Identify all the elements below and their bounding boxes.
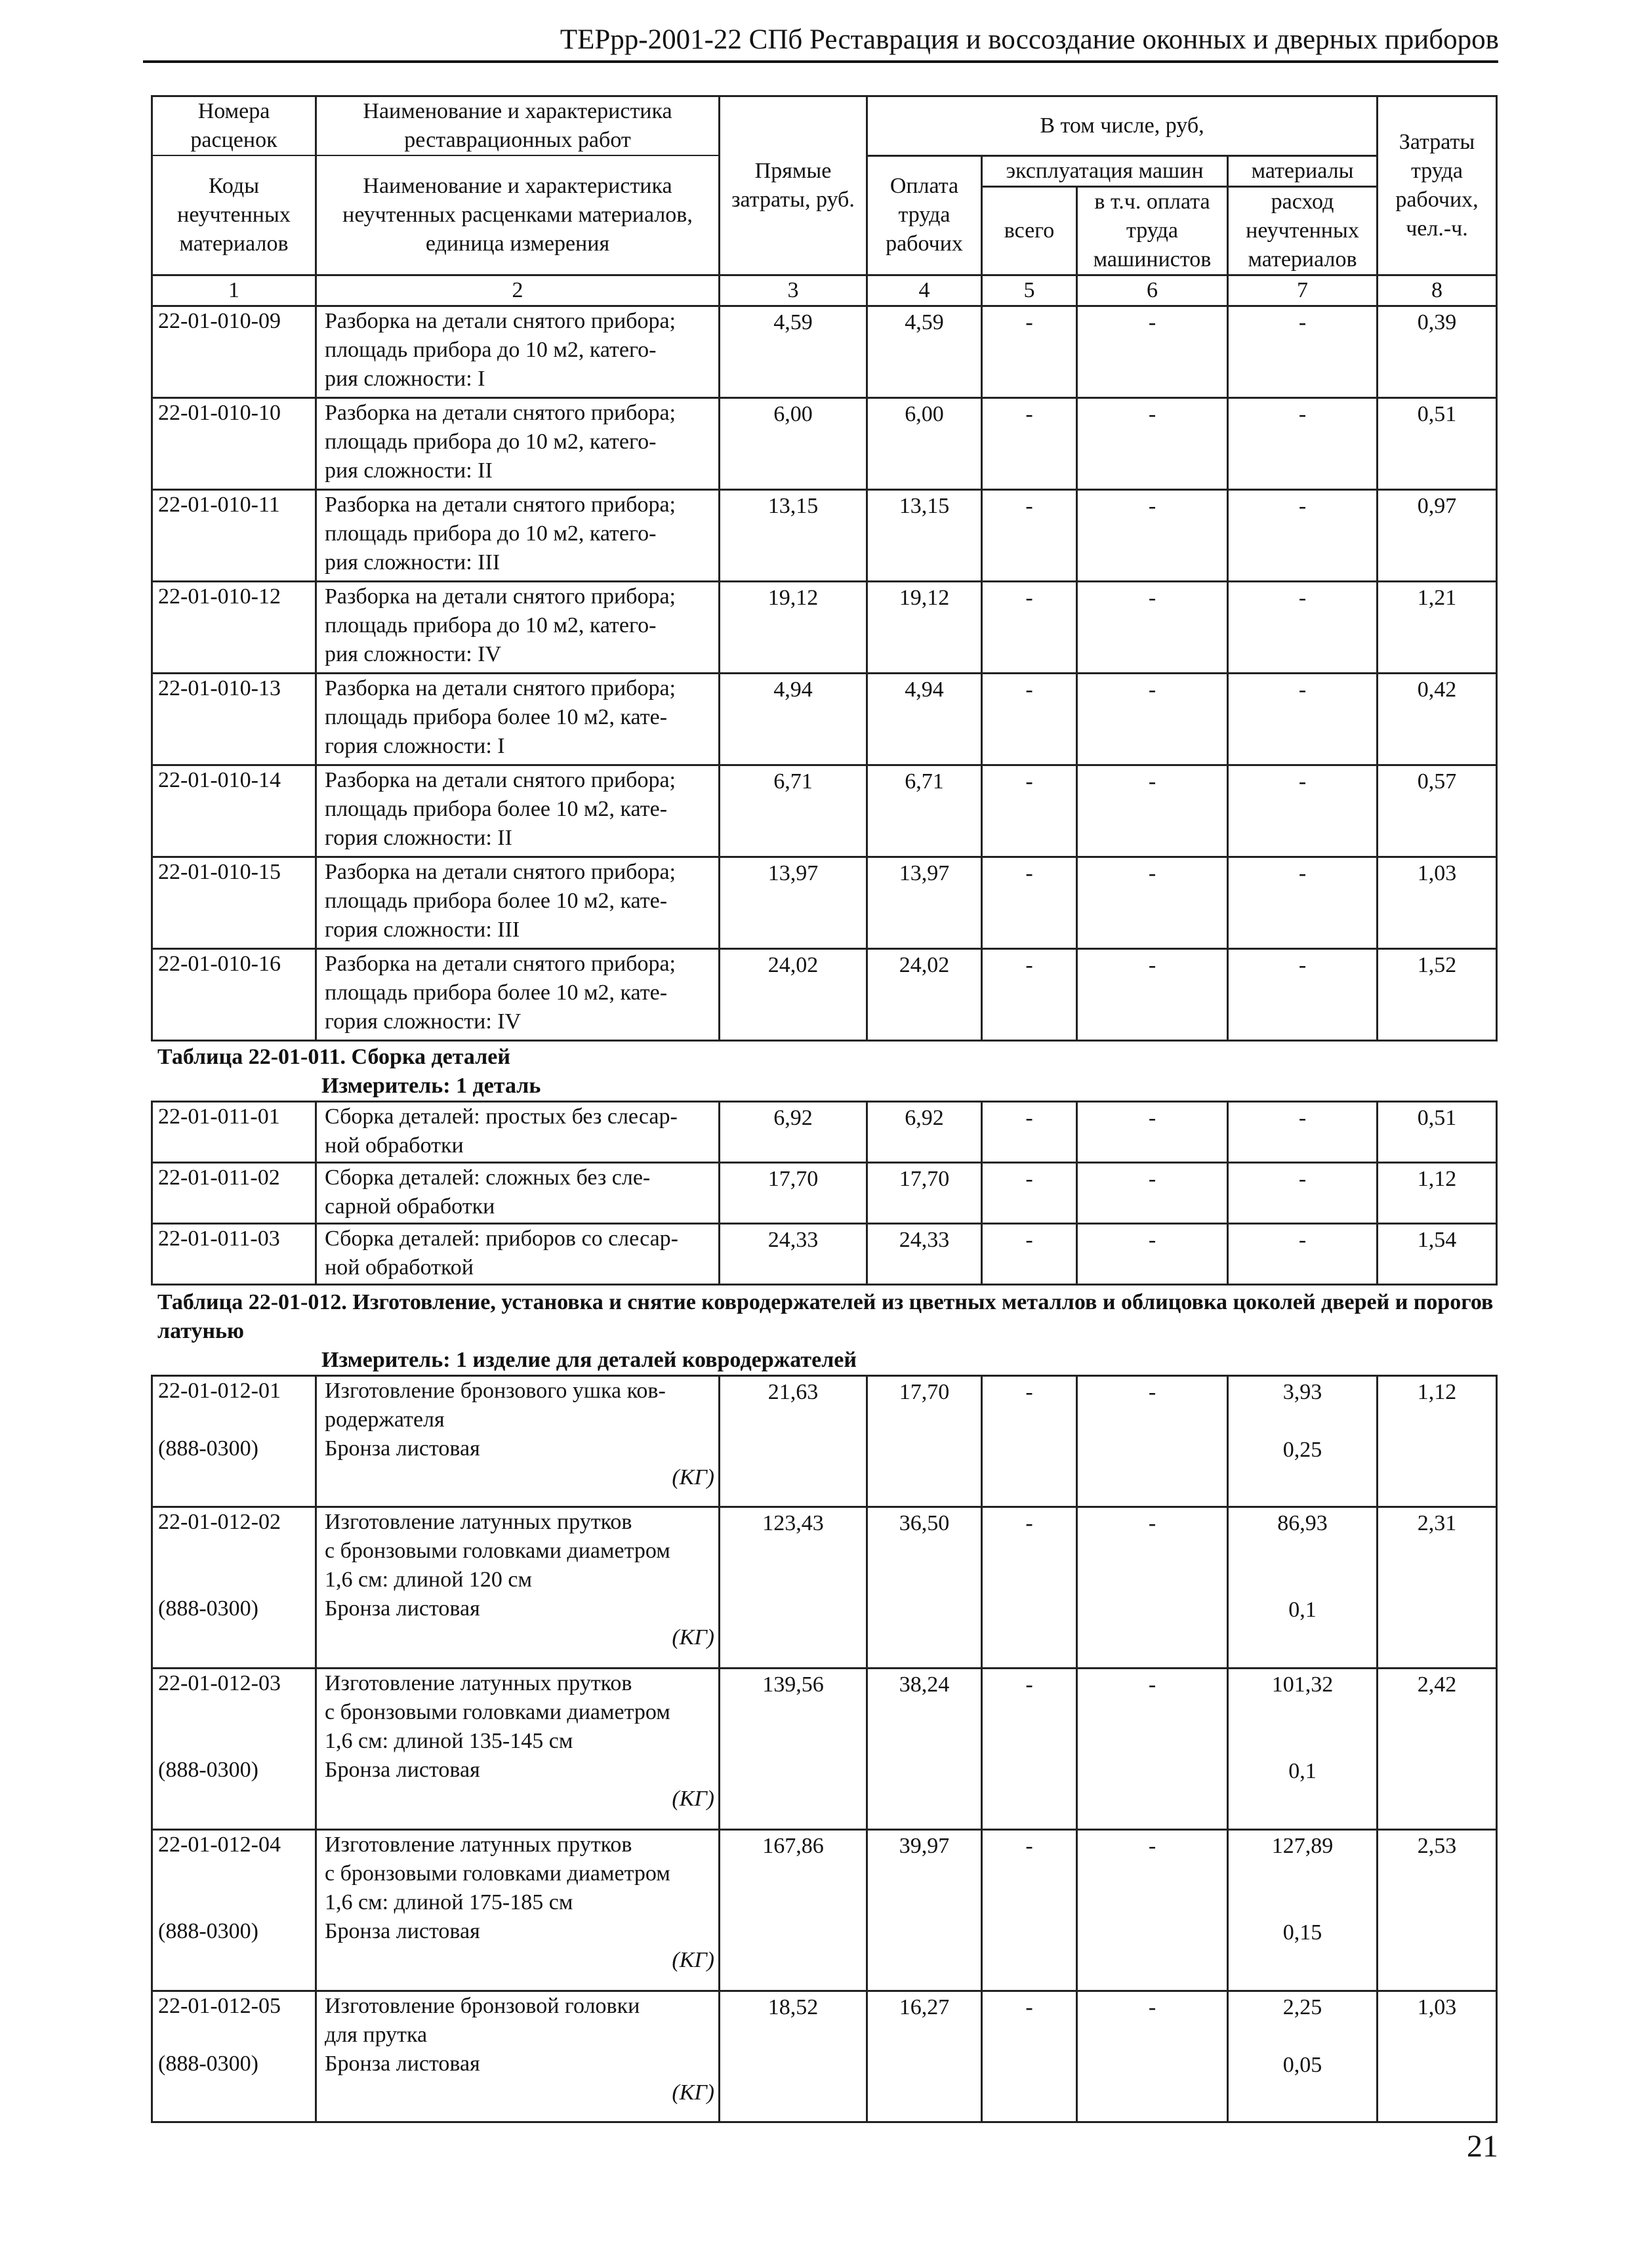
col4-header: Оплата труда рабочих (867, 155, 982, 275)
labor-hours: 1,54 (1378, 1224, 1497, 1285)
machines-total: - (1025, 1834, 1033, 1858)
description-line: Разборка на детали снятого прибора; (325, 676, 676, 700)
description-line: Разборка на детали снятого прибора; (325, 308, 676, 333)
machinist-pay: - (1077, 397, 1228, 489)
rate-description (316, 1669, 720, 1830)
rates-table-012 (151, 1375, 1498, 2123)
col5-header: всего (982, 186, 1077, 275)
rate-code: 22-01-012-05 (158, 1994, 281, 2018)
description-line: площадь прибора более 10 м2, кате- (325, 888, 668, 913)
materials-cost: - (1228, 765, 1378, 857)
machinist-pay: - (1077, 489, 1228, 581)
worker-pay: 6,00 (867, 397, 982, 489)
materials-cost-cell (1228, 1669, 1378, 1830)
rate-description (316, 673, 720, 765)
rate-code: 22-01-010-11 (152, 489, 316, 581)
description-line: гория сложности: III (325, 917, 520, 942)
rate-code: 22-01-012-02 (158, 1510, 281, 1534)
labor-hours: 1,52 (1378, 948, 1497, 1040)
rate-row (152, 1991, 1497, 2122)
worker-pay: 13,97 (867, 857, 982, 948)
col2-top-header: Наименование и характеристика реставрационных работ (316, 96, 720, 156)
direct-cost: 6,71 (720, 765, 867, 857)
description-line: Изготовление латунных прутков (325, 1671, 632, 1695)
rate-description (316, 1507, 720, 1669)
rate-code: 22-01-011-03 (152, 1224, 316, 1285)
rate-code: 22-01-012-04 (158, 1833, 281, 1857)
material-name: Бронза листовая (325, 1919, 480, 1943)
labor-hours: 1,12 (1417, 1380, 1457, 1404)
material-name: Бронза листовая (325, 2052, 480, 2076)
materials-cost-cell (1228, 1376, 1378, 1507)
materials-cost: 3,93 (1282, 1380, 1322, 1404)
group-header: В том числе, руб, (867, 96, 1378, 156)
labor-hours: 0,97 (1378, 489, 1497, 581)
rate-description (316, 1991, 720, 2122)
worker-pay: 6,71 (867, 765, 982, 857)
description-line: Разборка на детали снятого прибора; (325, 859, 676, 884)
rate-row (152, 1163, 1497, 1224)
labor-hours: 1,03 (1417, 1995, 1457, 2019)
description-line: сарной обработки (325, 1194, 495, 1219)
rate-row (152, 581, 1497, 673)
worker-pay: 24,33 (867, 1224, 982, 1285)
description-line: гория сложности: I (325, 733, 505, 758)
column-number-4: 4 (867, 275, 982, 306)
worker-pay: 36,50 (899, 1511, 950, 1535)
machines-total: - (982, 673, 1077, 765)
rate-row (152, 1102, 1497, 1163)
description-line: ной обработки (325, 1133, 464, 1158)
description-line: с бронзовыми головками диаметром (325, 1700, 670, 1724)
labor-hours-cell (1378, 1376, 1497, 1507)
rate-description (316, 1830, 720, 1991)
column-number-8: 8 (1378, 275, 1497, 306)
rate-description (316, 1102, 720, 1163)
labor-hours-cell (1378, 1507, 1497, 1669)
description-line: ной обработкой (325, 1255, 474, 1280)
rate-code-cell (152, 1830, 316, 1991)
machines-total: - (982, 397, 1077, 489)
materials-cost: - (1228, 1102, 1378, 1163)
description-line: Разборка на детали снятого прибора; (325, 492, 676, 517)
description-line: Изготовление бронзового ушка ков- (325, 1379, 666, 1403)
description-line: 1,6 см: длиной 135-145 см (325, 1729, 573, 1753)
direct-cost-cell (720, 1669, 867, 1830)
rate-code: 22-01-010-09 (152, 306, 316, 397)
direct-cost: 13,15 (720, 489, 867, 581)
rate-code: 22-01-012-01 (158, 1379, 281, 1403)
materials-cost: - (1228, 857, 1378, 948)
labor-hours-cell (1378, 1991, 1497, 2122)
rates-table-010 (151, 95, 1498, 1042)
column-number-1: 1 (152, 275, 316, 306)
worker-pay: 4,59 (867, 306, 982, 397)
labor-hours: 2,31 (1417, 1511, 1457, 1535)
rate-code: 22-01-010-15 (152, 857, 316, 948)
machinist-pay: - (1077, 1163, 1228, 1224)
machines-total: - (982, 1163, 1077, 1224)
rate-row (152, 1376, 1497, 1507)
description-line: гория сложности: IV (325, 1009, 521, 1034)
rate-code: 22-01-010-14 (152, 765, 316, 857)
material-quantity: 0,25 (1282, 1438, 1322, 1462)
header-rule (143, 60, 1498, 63)
direct-cost: 139,56 (762, 1672, 824, 1697)
worker-pay-cell (867, 1376, 982, 1507)
machines-total: - (982, 581, 1077, 673)
machines-total: - (1025, 1380, 1033, 1404)
machinist-pay: - (1077, 1224, 1228, 1285)
col6-header: в т.ч. оплата труда машинистов (1077, 186, 1228, 275)
machines-total: - (982, 1224, 1077, 1285)
machinist-pay-cell (1077, 1669, 1228, 1830)
machines-total-cell (982, 1376, 1077, 1507)
labor-hours: 0,39 (1378, 306, 1497, 397)
table-022-011-title: Таблица 22-01-011. Сборка деталей (157, 1045, 510, 1069)
rate-description (316, 1224, 720, 1285)
machines-total: - (1025, 1511, 1033, 1535)
machinist-pay-cell (1077, 1830, 1228, 1991)
materials-cost-cell (1228, 1991, 1378, 2122)
description-line: родержателя (325, 1407, 445, 1432)
labor-hours: 2,53 (1417, 1834, 1457, 1858)
machines-total: - (982, 948, 1077, 1040)
machines-total-cell (982, 1830, 1077, 1991)
direct-cost: 4,59 (720, 306, 867, 397)
direct-cost: 6,92 (720, 1102, 867, 1163)
table-022-012-measure: Измеритель: 1 изделие для деталей ковродержателей (321, 1348, 857, 1372)
rate-description (316, 765, 720, 857)
worker-pay: 24,02 (867, 948, 982, 1040)
materials-cost: - (1228, 948, 1378, 1040)
material-code: (888-0300) (158, 2052, 258, 2076)
description-line: площадь прибора до 10 м2, катего- (325, 337, 657, 362)
table-022-011-measure: Измеритель: 1 деталь (321, 1074, 541, 1098)
col7-header: расход неучтенных материалов (1228, 186, 1378, 275)
description-line: площадь прибора до 10 м2, катего- (325, 521, 657, 546)
direct-cost: 167,86 (762, 1834, 824, 1858)
materials-cost-cell (1228, 1507, 1378, 1669)
worker-pay: 17,70 (899, 1380, 950, 1404)
direct-cost-cell (720, 1507, 867, 1669)
rate-description (316, 1376, 720, 1507)
description-line: Сборка деталей: простых без слесар- (325, 1104, 678, 1129)
description-line: 1,6 см: длиной 175-185 см (325, 1890, 573, 1914)
rate-row (152, 1224, 1497, 1285)
material-code: (888-0300) (158, 1758, 258, 1782)
description-line: 1,6 см: длиной 120 см (325, 1568, 533, 1592)
material-unit: (КГ) (672, 1465, 714, 1489)
rate-description (316, 489, 720, 581)
machinist-pay: - (1077, 948, 1228, 1040)
rate-row (152, 857, 1497, 948)
direct-cost-cell (720, 1376, 867, 1507)
machinist-pay: - (1077, 1102, 1228, 1163)
worker-pay: 6,92 (867, 1102, 982, 1163)
rate-code-cell (152, 1991, 316, 2122)
materials-header: материалы (1228, 155, 1378, 186)
worker-pay: 4,94 (867, 673, 982, 765)
page-header: ТЕРрр-2001-22 СПб Реставрация и воссоздание оконных и дверных приборов (560, 24, 1499, 55)
direct-cost: 24,33 (720, 1224, 867, 1285)
material-code: (888-0300) (158, 1596, 258, 1621)
machinist-pay: - (1148, 1834, 1156, 1858)
material-quantity: 0,05 (1282, 2053, 1322, 2077)
rate-row (152, 306, 1497, 397)
direct-cost: 13,97 (720, 857, 867, 948)
material-unit: (КГ) (672, 1625, 714, 1650)
description-line: площадь прибора до 10 м2, катего- (325, 613, 657, 638)
worker-pay-cell (867, 1507, 982, 1669)
labor-hours: 1,12 (1378, 1163, 1497, 1224)
direct-cost: 123,43 (762, 1511, 824, 1535)
machines-total: - (982, 765, 1077, 857)
worker-pay: 17,70 (867, 1163, 982, 1224)
rate-row (152, 1507, 1497, 1669)
column-number-2: 2 (316, 275, 720, 306)
direct-cost-cell (720, 1991, 867, 2122)
direct-cost-cell (720, 1830, 867, 1991)
machines-total: - (982, 489, 1077, 581)
rate-code: 22-01-010-10 (152, 397, 316, 489)
rate-row (152, 948, 1497, 1040)
rate-description (316, 306, 720, 397)
material-name: Бронза листовая (325, 1436, 480, 1461)
machinist-pay: - (1148, 1672, 1156, 1697)
description-line: гория сложности: II (325, 825, 512, 850)
col8-header: Затраты труда рабочих, чел.-ч. (1378, 96, 1497, 275)
machinist-pay-cell (1077, 1376, 1228, 1507)
rate-description (316, 397, 720, 489)
machines-total: - (982, 306, 1077, 397)
rate-row (152, 765, 1497, 857)
description-line: Разборка на детали снятого прибора; (325, 584, 676, 609)
rate-code-cell (152, 1376, 316, 1507)
description-line: рия сложности: I (325, 366, 485, 391)
direct-cost: 6,00 (720, 397, 867, 489)
machines-total: - (982, 1102, 1077, 1163)
materials-cost: - (1228, 306, 1378, 397)
materials-cost: 127,89 (1271, 1834, 1334, 1858)
col2-bottom-header: Наименование и характеристика неучтенных расценками материалов, единица измерения (316, 155, 720, 275)
rate-row (152, 673, 1497, 765)
labor-hours: 2,42 (1417, 1672, 1457, 1697)
worker-pay: 39,97 (899, 1834, 950, 1858)
worker-pay: 38,24 (899, 1672, 950, 1697)
description-line: с бронзовыми головками диаметром (325, 1861, 670, 1886)
table-022-012-title: Таблица 22-01-012. Изготовление, установка и снятие ковродержателей из цветных металлов и облицовка цоколей дверей и порогов латунью (157, 1290, 1494, 1343)
material-quantity: 0,1 (1288, 1598, 1317, 1622)
materials-cost: 101,32 (1271, 1672, 1334, 1697)
worker-pay-cell (867, 1669, 982, 1830)
column-number-3: 3 (720, 275, 867, 306)
labor-hours-cell (1378, 1669, 1497, 1830)
description-line: для прутка (325, 2023, 428, 2047)
materials-cost: 2,25 (1282, 1995, 1322, 2019)
labor-hours: 0,57 (1378, 765, 1497, 857)
description-line: Изготовление бронзовой головки (325, 1994, 640, 2018)
rate-row (152, 1830, 1497, 1991)
rate-description (316, 581, 720, 673)
machinist-pay: - (1077, 673, 1228, 765)
materials-cost: 86,93 (1277, 1511, 1328, 1535)
machinist-pay-cell (1077, 1991, 1228, 2122)
rate-code: 22-01-011-01 (152, 1102, 316, 1163)
materials-cost: - (1228, 1163, 1378, 1224)
material-code: (888-0300) (158, 1919, 258, 1943)
machinist-pay-cell (1077, 1507, 1228, 1669)
worker-pay: 19,12 (867, 581, 982, 673)
labor-hours-cell (1378, 1830, 1497, 1991)
materials-cost: - (1228, 673, 1378, 765)
column-number-5: 5 (982, 275, 1077, 306)
machines-total: - (1025, 1672, 1033, 1697)
description-line: Сборка деталей: приборов со слесар- (325, 1226, 678, 1251)
materials-cost: - (1228, 397, 1378, 489)
material-unit: (КГ) (672, 2080, 714, 2105)
machines-total: - (1025, 1995, 1033, 2019)
direct-cost: 17,70 (720, 1163, 867, 1224)
machinist-pay: - (1077, 306, 1228, 397)
machinist-pay: - (1077, 765, 1228, 857)
machinist-pay: - (1077, 857, 1228, 948)
rate-code: 22-01-010-12 (152, 581, 316, 673)
description-line: площадь прибора более 10 м2, кате- (325, 980, 668, 1005)
description-line: Разборка на детали снятого прибора; (325, 400, 676, 425)
description-line: с бронзовыми головками диаметром (325, 1539, 670, 1563)
machinist-pay: - (1077, 581, 1228, 673)
rate-code: 22-01-011-02 (152, 1163, 316, 1224)
col3-header: Прямые затраты, руб. (720, 96, 867, 275)
machinist-pay: - (1148, 1380, 1156, 1404)
machines-header: эксплуатация машин (982, 155, 1228, 186)
page-number: 21 (1467, 2129, 1498, 2164)
rate-code: 22-01-010-13 (152, 673, 316, 765)
description-line: рия сложности: III (325, 550, 501, 575)
description-line: площадь прибора более 10 м2, кате- (325, 796, 668, 821)
material-name: Бронза листовая (325, 1596, 480, 1621)
description-line: рия сложности: IV (325, 641, 502, 666)
rate-row (152, 397, 1497, 489)
rates-table-011 (151, 1101, 1498, 1286)
description-line: Разборка на детали снятого прибора; (325, 767, 676, 792)
materials-cost-cell (1228, 1830, 1378, 1991)
worker-pay-cell (867, 1830, 982, 1991)
machinist-pay: - (1148, 1511, 1156, 1535)
description-line: Разборка на детали снятого прибора; (325, 951, 676, 976)
rate-code: 22-01-012-03 (158, 1671, 281, 1695)
labor-hours: 1,03 (1378, 857, 1497, 948)
col1-top-header: Номера расценок (152, 96, 316, 156)
worker-pay-cell (867, 1991, 982, 2122)
rate-description (316, 857, 720, 948)
rate-code-cell (152, 1507, 316, 1669)
direct-cost: 4,94 (720, 673, 867, 765)
description-line: Изготовление латунных прутков (325, 1510, 632, 1534)
description-line: площадь прибора до 10 м2, катего- (325, 429, 657, 454)
worker-pay: 13,15 (867, 489, 982, 581)
column-number-6: 6 (1077, 275, 1228, 306)
material-code: (888-0300) (158, 1436, 258, 1461)
rate-description (316, 1163, 720, 1224)
rate-code-cell (152, 1669, 316, 1830)
labor-hours: 0,51 (1378, 397, 1497, 489)
description-line: Сборка деталей: сложных без сле- (325, 1165, 651, 1190)
col1-bottom-header: Коды неучтенных материалов (152, 155, 316, 275)
direct-cost: 24,02 (720, 948, 867, 1040)
labor-hours: 0,51 (1378, 1102, 1497, 1163)
material-name: Бронза листовая (325, 1758, 480, 1782)
labor-hours: 0,42 (1378, 673, 1497, 765)
direct-cost: 21,63 (767, 1380, 819, 1404)
rate-row (152, 489, 1497, 581)
labor-hours: 1,21 (1378, 581, 1497, 673)
description-line: площадь прибора более 10 м2, кате- (325, 704, 668, 729)
rate-description (316, 948, 720, 1040)
machines-total: - (982, 857, 1077, 948)
description-line: Изготовление латунных прутков (325, 1833, 632, 1857)
machines-total-cell (982, 1507, 1077, 1669)
machines-total-cell (982, 1669, 1077, 1830)
rate-row (152, 1669, 1497, 1830)
rate-code: 22-01-010-16 (152, 948, 316, 1040)
column-number-7: 7 (1228, 275, 1378, 306)
materials-cost: - (1228, 1224, 1378, 1285)
worker-pay: 16,27 (899, 1995, 950, 2019)
material-unit: (КГ) (672, 1787, 714, 1811)
direct-cost: 19,12 (720, 581, 867, 673)
machinist-pay: - (1148, 1995, 1156, 2019)
direct-cost: 18,52 (767, 1995, 819, 2019)
machines-total-cell (982, 1991, 1077, 2122)
materials-cost: - (1228, 489, 1378, 581)
description-line: рия сложности: II (325, 458, 493, 483)
material-quantity: 0,1 (1288, 1759, 1317, 1783)
material-quantity: 0,15 (1282, 1920, 1322, 1945)
materials-cost: - (1228, 581, 1378, 673)
material-unit: (КГ) (672, 1948, 714, 1972)
